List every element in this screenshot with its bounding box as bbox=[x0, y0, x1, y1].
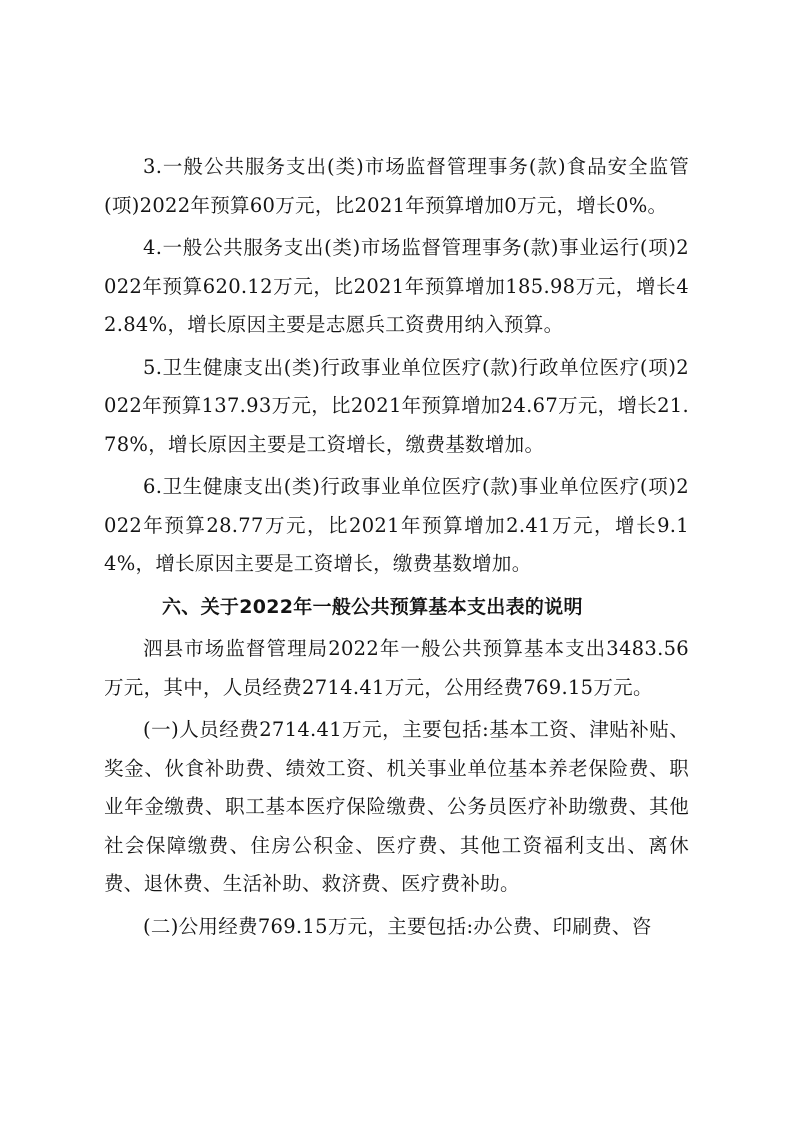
paragraph-summary: 泗县市场监督管理局2022年一般公共预算基本支出3483.56万元，其中，人员经费2714.41万元，公用经费769.15万元。 bbox=[104, 637, 689, 699]
paragraph-item-3: 3.一般公共服务支出(类)市场监督管理事务(款)食品安全监管(项)2022年预算60万元，比2021年预算增加0万元，增长0%。 bbox=[104, 155, 689, 217]
paragraph-item-4: 4.一般公共服务支出(类)市场监督管理事务(款)事业运行(项)2022年预算620.12万元，比2021年预算增加185.98万元，增长42.84%，增长原因主要是志愿兵工资费用纳入预算。 bbox=[104, 236, 689, 336]
section-heading: 六、关于2022年一般公共预算基本支出表的说明 bbox=[162, 595, 583, 618]
document-body bbox=[104, 148, 689, 950]
paragraph-public-expenses: (二)公用经费769.15万元，主要包括:办公费、印刷费、咨 bbox=[143, 914, 652, 938]
paragraph-item-6: 6.卫生健康支出(类)行政事业单位医疗(款)事业单位医疗(项)2022年预算28.77万元，比2021年预算增加2.41万元，增长9.14%，增长原因主要是工资增长，缴费基数增加。 bbox=[104, 475, 689, 575]
paragraph-personnel-expenses: (一)人员经费2714.41万元，主要包括:基本工资、津贴补贴、奖金、伙食补助费、绩效工资、机关事业单位基本养老保险费、职业年金缴费、职工基本医疗保险缴费、公务员医疗补助缴费、其他社会保障缴费、住房公积金、医疗费、其他工资福利支出、离休费、退休费、生活补助、救济费、医疗费补助。 bbox=[104, 718, 689, 895]
paragraph-item-5: 5.卫生健康支出(类)行政事业单位医疗(款)行政单位医疗(项)2022年预算137.93万元，比2021年预算增加24.67万元，增长21.78%，增长原因主要是工资增长，缴费基数增加。 bbox=[104, 355, 689, 456]
